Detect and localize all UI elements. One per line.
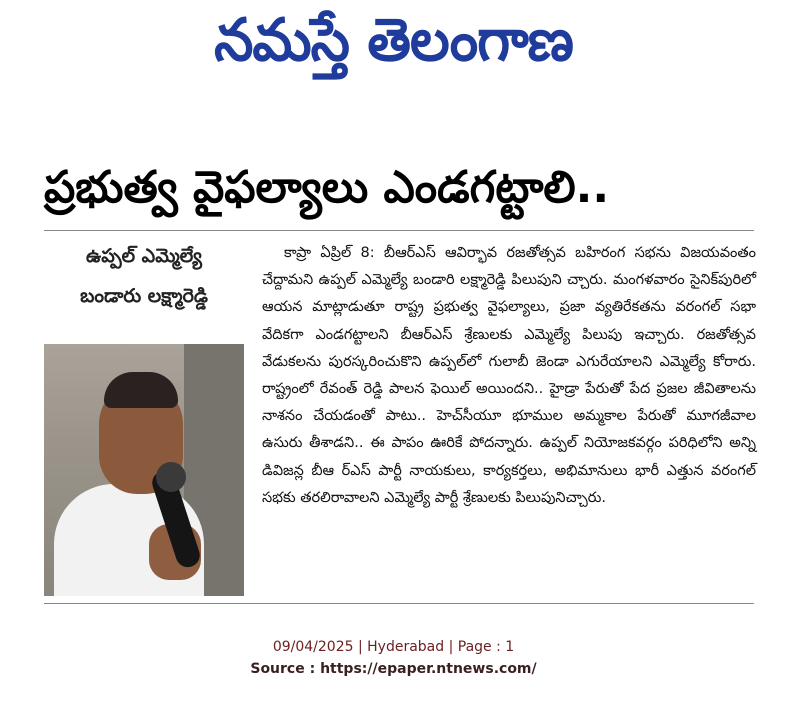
masthead [0, 0, 787, 110]
article-body: కాప్రా ఏప్రిల్ 8: బీఆర్ఎస్ ఆవిర్భావ రజతోత్సవ బహిరంగ సభను విజయవంతం చేద్దామని ఉప్పల్ ఎమ్మెల్యే బండారి లక్ష్మారెడ్డి పిలుపుని చ్చారు. మంగళవారం సైనిక్‌పురిలో ఆయన మాట్లాడుతూ రాష్ట్ర ప్రభుత్వ వైఫల్యాలు, ప్రజా వ్యతిరేకతను వరంగల్ సభా వేదికగా ఎండగట్టాలని బీఆర్ఎస్ శ్రేణులకు ఎమ్మెల్యే పిలుపు ఇచ్చారు. రజతోత్సవ వేడుకలను పురస్కరించుకొని ఉప్పల్‌లో గులాబీ జెండా ఎగురేయాలని ఎమ్మెల్యే కోరారు. రాష్ట్రంలో రేవంత్ రెడ్డి పాలన ఫెయిల్ అయిందని.. హైడ్రా పేరుతో పేద ప్రజల జీవితాలను నాశనం చేయడంతో పాటు.. హెచ్‌సీయూ భూముల అమ్మకాల పేరుతో మూగజీవాల ఉసురు తీశాడని.. ఈ పాపం ఊరికే పోదన్నారు. ఉప్పల్ నియోజకవర్గం పరిధిలోని అన్ని డివిజన్ల బీఆ ర్ఎస్ పార్టీ నాయకులు, కార్యకర్తలు, అభిమానులు భారీ ఎత్తున వరంగల్ సభకు తరలిరావాలని ఎమ్మెల్యే పార్టీ శ్రేణులకు పిలుపునిచ్చారు. [262, 245, 756, 506]
footer-source: Source : https://epaper.ntnews.com/ [250, 661, 537, 677]
divider [44, 603, 754, 604]
byline [44, 236, 244, 316]
byline-role: ఉప్పల్ ఎమ్మెల్యే [86, 245, 202, 267]
divider [44, 230, 754, 231]
article-headline: ప్రభుత్వ వైఫల్యాలు ఎండగట్టాలి.. [44, 162, 610, 213]
footer [0, 636, 787, 680]
microphone-head-icon [156, 462, 186, 492]
footer-date-location: 09/04/2025 | Hyderabad | Page : 1 [272, 639, 515, 655]
newspaper-logo: నమస్తే తెలంగాణ [214, 6, 573, 75]
portrait-photo [44, 344, 244, 596]
byline-name: బండారు లక్ష్మారెడ్డి [80, 285, 208, 307]
photo-hair [104, 372, 178, 408]
